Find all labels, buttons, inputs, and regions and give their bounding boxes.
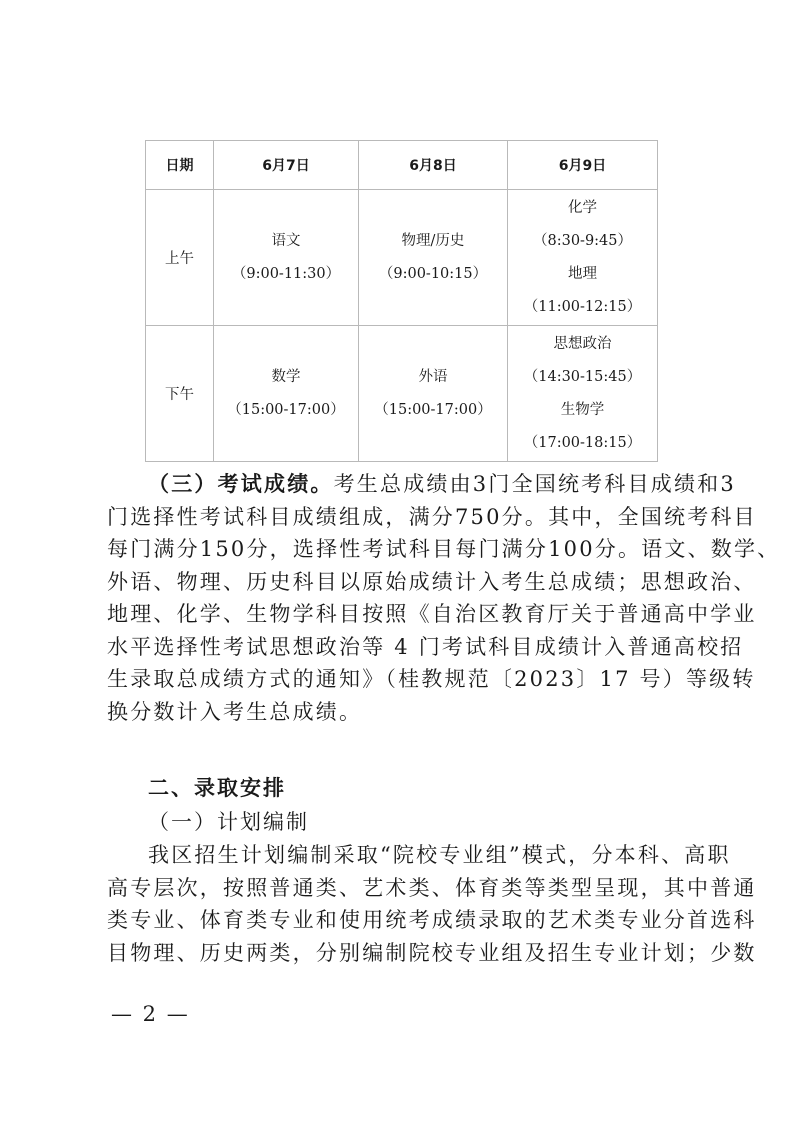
header-june-9: 6月9日	[508, 141, 658, 190]
subject: 数学	[271, 368, 301, 385]
paragraph-line: 水平选择性考试思想政治等 4 门考试科目成绩计入普通高校招	[107, 634, 744, 659]
subject: 生物学	[560, 401, 605, 418]
paragraph-line: 我区招生计划编制采取“院校专业组”模式，分本科、高职	[148, 843, 731, 867]
cell-afternoon-june-7	[214, 326, 359, 462]
time: （15:00-17:00）	[374, 401, 492, 418]
subject: 地理	[568, 265, 597, 282]
time: （17:00-18:15）	[523, 434, 642, 451]
paragraph-line: 外语、物理、历史科目以原始成绩计入考生总成绩；思想政治、	[107, 569, 757, 594]
paragraph-line: 门选择性考试科目成绩组成，满分750分。其中，全国统考科目	[107, 504, 757, 529]
table-row-afternoon	[146, 326, 658, 462]
time: （9:00-11:30）	[231, 265, 341, 282]
table-header-row	[146, 141, 658, 190]
row-label-afternoon: 下午	[146, 326, 214, 462]
section-plan-paragraph	[107, 839, 757, 969]
section-exam-scores	[107, 468, 781, 728]
paragraph-line: 目物理、历史两类，分别编制院校专业组及招生专业计划；少数	[107, 940, 757, 965]
cell-afternoon-june-8	[359, 326, 508, 462]
subject: 外语	[418, 368, 448, 385]
cell-morning-june-9	[508, 190, 658, 326]
paragraph-line: 地理、化学、生物学科目按照《自治区教育厅关于普通高中学业	[107, 602, 757, 626]
paragraph-line: 每门满分150分，选择性考试科目每门满分100分。语文、数学、	[107, 537, 781, 561]
paragraph-line: 生录取总成绩方式的通知》（桂教规范〔2023〕17 号）等级转	[107, 667, 756, 691]
cell-morning-june-8	[359, 190, 508, 326]
time: （14:30-15:45）	[523, 368, 642, 385]
section-title: （三）考试成绩。	[148, 472, 334, 496]
subsection-heading-plan: （一）计划编制	[148, 810, 309, 834]
exam-schedule-table	[145, 140, 658, 462]
table-row-morning	[146, 190, 658, 326]
subject: 物理/历史	[401, 232, 465, 249]
paragraph-line: 类专业、体育类专业和使用统考成绩录取的艺术类专业分首选科	[107, 908, 757, 932]
time: （11:00-12:15）	[523, 298, 642, 315]
cell-morning-june-7	[214, 190, 359, 326]
subject: 化学	[568, 199, 597, 216]
paragraph-line: 换分数计入考生总成绩。	[107, 699, 363, 724]
paragraph-line: （三）考试成绩。考生总成绩由3门全国统考科目成绩和3	[148, 472, 736, 496]
header-june-7: 6月7日	[214, 141, 359, 190]
time: （15:00-17:00）	[227, 401, 345, 418]
section-heading-admission: 二、录取安排	[148, 776, 286, 800]
paragraph-line: 高专层次，按照普通类、艺术类、体育类等类型呈现，其中普通	[107, 875, 757, 900]
time: （9:00-10:15）	[378, 265, 488, 282]
subject: 语文	[271, 232, 301, 249]
header-june-8: 6月8日	[359, 141, 508, 190]
header-date: 日期	[146, 141, 214, 190]
subject: 思想政治	[553, 335, 612, 352]
page-number: — 2 —	[111, 1002, 190, 1026]
row-label-morning: 上午	[146, 190, 214, 326]
cell-afternoon-june-9	[508, 326, 658, 462]
time: （8:30-9:45）	[532, 232, 633, 249]
